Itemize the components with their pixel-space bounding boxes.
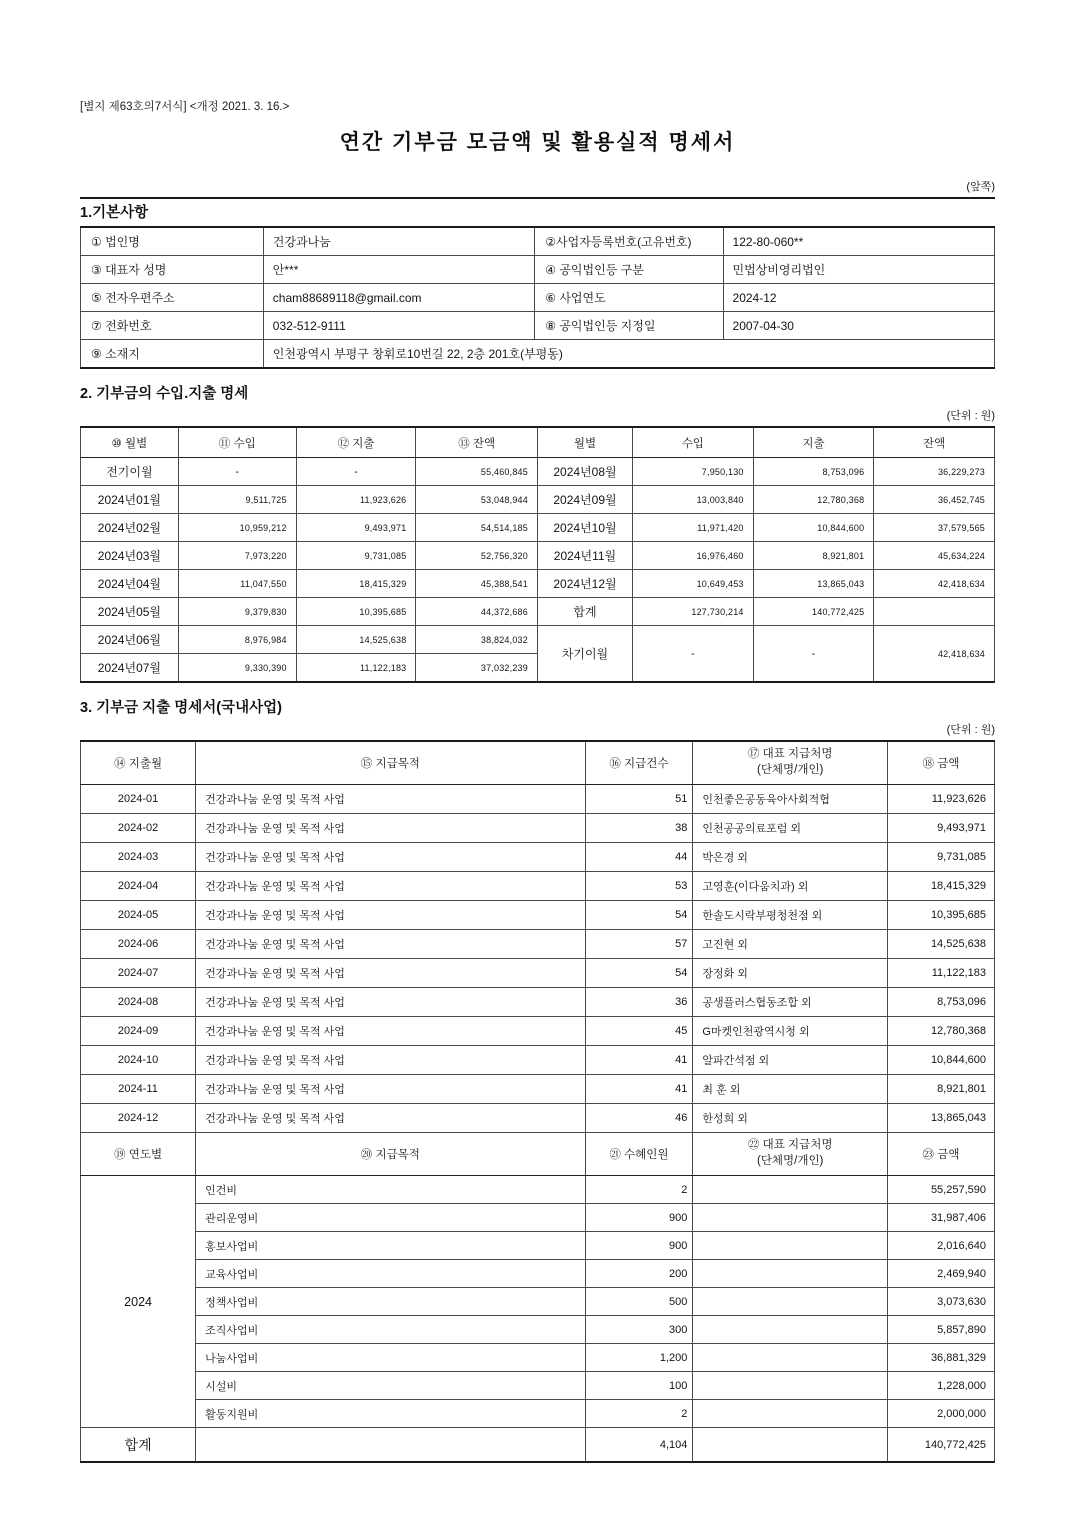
yearly-row <box>81 1260 995 1288</box>
header-row <box>81 427 995 458</box>
field-label: ③ 대표자 성명 <box>81 256 264 284</box>
balance-cell: 53,048,944 <box>416 486 538 514</box>
balance-cell: 37,032,239 <box>416 654 538 683</box>
expense-cell: 11,122,183 <box>296 654 416 683</box>
total-label: 합계 <box>537 598 632 626</box>
payee-cell: 한솔도시락부평청천점 외 <box>693 901 888 930</box>
expense-cell: 13,865,043 <box>753 570 874 598</box>
purpose-cell: 건강과나눔 운영 및 목적 사업 <box>196 814 585 843</box>
amount-cell: 18,415,329 <box>888 872 995 901</box>
purpose-cell: 건강과나눔 운영 및 목적 사업 <box>196 1017 585 1046</box>
balance-cell <box>874 598 995 626</box>
col-header: ⑪ 수입 <box>178 427 296 458</box>
count-cell: 38 <box>585 814 693 843</box>
ledger-row <box>81 486 995 514</box>
ledger-row <box>81 542 995 570</box>
purpose-cell: 나눔사업비 <box>196 1344 585 1372</box>
monthly-row <box>81 959 995 988</box>
balance-cell: 45,388,541 <box>416 570 538 598</box>
table-row <box>81 284 995 312</box>
section2-heading: 2. 기부금의 수입.지출 명세 <box>80 386 249 402</box>
count-cell: 54 <box>585 959 693 988</box>
month-cell: 2024년04월 <box>81 570 179 598</box>
count-cell: 44 <box>585 843 693 872</box>
count-cell: 54 <box>585 901 693 930</box>
purpose-cell: 건강과나눔 운영 및 목적 사업 <box>196 1046 585 1075</box>
income-cell: 7,973,220 <box>178 542 296 570</box>
yearly-row <box>81 1204 995 1232</box>
count-cell: 51 <box>585 785 693 814</box>
field-label: ① 법인명 <box>81 227 264 256</box>
col-header-line: ⑰ 대표 지급처명 <box>747 748 833 761</box>
year-cell: 2024 <box>81 1176 196 1428</box>
amount-cell: 36,881,329 <box>888 1344 995 1372</box>
col-header: ⑯ 지급건수 <box>585 741 693 785</box>
expense-cell: 8,921,801 <box>753 542 874 570</box>
expense-month-cell: 2024-10 <box>81 1046 196 1075</box>
month-cell: 2024년07월 <box>81 654 179 683</box>
purpose-cell <box>196 1428 585 1463</box>
count-cell: 53 <box>585 872 693 901</box>
form-reference: [별지 제63호의7서식] <개정 2021. 3. 16.> <box>80 101 290 113</box>
table-row <box>81 312 995 340</box>
payee-cell <box>693 1204 888 1232</box>
expense-month-cell: 2024-05 <box>81 901 196 930</box>
income-cell: 7,950,130 <box>633 458 754 486</box>
amount-cell: 14,525,638 <box>888 930 995 959</box>
field-label: ⑧ 공익법인등 지정일 <box>535 312 723 340</box>
yearly-row <box>81 1288 995 1316</box>
col-header: ⑩ 월별 <box>81 427 179 458</box>
monthly-row <box>81 872 995 901</box>
count-cell: 36 <box>585 988 693 1017</box>
monthly-row <box>81 988 995 1017</box>
expense-month-cell: 2024-03 <box>81 843 196 872</box>
field-value: 안*** <box>263 256 534 284</box>
balance-cell: 36,229,273 <box>874 458 995 486</box>
beneficiary-cell: 2 <box>585 1176 693 1204</box>
balance-cell: 55,460,845 <box>416 458 538 486</box>
count-cell: 57 <box>585 930 693 959</box>
header-row <box>81 1133 995 1176</box>
expense-cell: 10,395,685 <box>296 598 416 626</box>
field-value: 민법상비영리법인 <box>723 256 994 284</box>
month-cell: 2024년12월 <box>537 570 632 598</box>
unit-label: (단위 : 원) <box>946 724 995 736</box>
payee-cell: G마켓인천광역시청 외 <box>693 1017 888 1046</box>
income-cell: 127,730,214 <box>633 598 754 626</box>
amount-cell: 11,122,183 <box>888 959 995 988</box>
purpose-cell: 홍보사업비 <box>196 1232 585 1260</box>
yearly-row <box>81 1344 995 1372</box>
amount-cell: 1,228,000 <box>888 1372 995 1400</box>
field-value: 2024-12 <box>723 284 994 312</box>
carryover-label: 차기이월 <box>537 626 632 683</box>
monthly-row <box>81 930 995 959</box>
amount-cell: 31,987,406 <box>888 1204 995 1232</box>
amount-cell: 8,753,096 <box>888 988 995 1017</box>
payee-cell: 최 훈 외 <box>693 1075 888 1104</box>
purpose-cell: 교육사업비 <box>196 1260 585 1288</box>
amount-cell: 9,493,971 <box>888 814 995 843</box>
balance-cell: 54,514,185 <box>416 514 538 542</box>
balance-cell: 42,418,634 <box>874 626 995 683</box>
income-cell: 9,379,830 <box>178 598 296 626</box>
purpose-cell: 활동지원비 <box>196 1400 585 1428</box>
monthly-row <box>81 1017 995 1046</box>
monthly-row <box>81 785 995 814</box>
yearly-row <box>81 1232 995 1260</box>
payee-cell: 박은경 외 <box>693 843 888 872</box>
balance-cell: 37,579,565 <box>874 514 995 542</box>
ledger-row <box>81 458 995 486</box>
col-header-line: (단체명/개인) <box>756 1155 824 1167</box>
payee-cell: 고진현 외 <box>693 930 888 959</box>
income-cell: 8,976,984 <box>178 626 296 654</box>
income-cell: - <box>633 626 754 683</box>
expense-cell: 140,772,425 <box>753 598 874 626</box>
ledger-row <box>81 570 995 598</box>
table-row <box>81 227 995 256</box>
expense-month-cell: 2024-08 <box>81 988 196 1017</box>
amount-cell: 2,016,640 <box>888 1232 995 1260</box>
expense-month-cell: 2024-04 <box>81 872 196 901</box>
purpose-cell: 건강과나눔 운영 및 목적 사업 <box>196 988 585 1017</box>
beneficiary-cell: 900 <box>585 1204 693 1232</box>
purpose-cell: 시설비 <box>196 1372 585 1400</box>
purpose-cell: 건강과나눔 운영 및 목적 사업 <box>196 930 585 959</box>
payee-cell: 인천공공의료포럼 외 <box>693 814 888 843</box>
purpose-cell: 건강과나눔 운영 및 목적 사업 <box>196 872 585 901</box>
expense-cell: 9,493,971 <box>296 514 416 542</box>
col-header-line: (단체명/개인) <box>756 764 824 776</box>
month-cell: 2024년11월 <box>537 542 632 570</box>
beneficiary-cell: 100 <box>585 1372 693 1400</box>
payee-cell <box>693 1260 888 1288</box>
table-row <box>81 340 995 369</box>
field-value: cham88689118@gmail.com <box>263 284 534 312</box>
balance-cell: 44,372,686 <box>416 598 538 626</box>
purpose-cell: 정책사업비 <box>196 1288 585 1316</box>
month-cell: 2024년10월 <box>537 514 632 542</box>
payee-cell: 알파간석점 외 <box>693 1046 888 1075</box>
expense-month-cell: 2024-06 <box>81 930 196 959</box>
col-header: ⑭ 지출월 <box>81 741 196 785</box>
amount-cell: 55,257,590 <box>888 1176 995 1204</box>
income-cell: 13,003,840 <box>633 486 754 514</box>
col-header: ⑲ 연도별 <box>81 1133 196 1176</box>
balance-cell: 42,418,634 <box>874 570 995 598</box>
col-header: ⑫ 지출 <box>296 427 416 458</box>
count-cell: 46 <box>585 1104 693 1133</box>
income-cell: 16,976,460 <box>633 542 754 570</box>
income-cell: 11,047,550 <box>178 570 296 598</box>
monthly-row <box>81 843 995 872</box>
field-label: ⑦ 전화번호 <box>81 312 264 340</box>
col-header <box>693 1133 888 1176</box>
beneficiary-cell: 500 <box>585 1288 693 1316</box>
month-cell: 2024년08월 <box>537 458 632 486</box>
expense-cell: 8,753,096 <box>753 458 874 486</box>
income-cell: 9,511,725 <box>178 486 296 514</box>
purpose-cell: 건강과나눔 운영 및 목적 사업 <box>196 901 585 930</box>
balance-cell: 36,452,745 <box>874 486 995 514</box>
field-label: ②사업자등록번호(고유번호) <box>535 227 723 256</box>
month-cell: 2024년06월 <box>81 626 179 654</box>
beneficiary-cell: 300 <box>585 1316 693 1344</box>
payee-cell: 공생플러스협동조합 외 <box>693 988 888 1017</box>
ledger-row <box>81 598 995 626</box>
month-cell: 전기이월 <box>81 458 179 486</box>
monthly-row <box>81 1104 995 1133</box>
monthly-row <box>81 814 995 843</box>
amount-cell: 10,395,685 <box>888 901 995 930</box>
yearly-row <box>81 1316 995 1344</box>
field-label: ④ 공익법인등 구분 <box>535 256 723 284</box>
yearly-row <box>81 1372 995 1400</box>
table-row <box>81 256 995 284</box>
month-cell: 2024년03월 <box>81 542 179 570</box>
col-header: 월별 <box>537 427 632 458</box>
income-expense-table <box>80 426 995 683</box>
amount-cell: 11,923,626 <box>888 785 995 814</box>
payee-cell: 인천좋은공동육아사회적협 <box>693 785 888 814</box>
balance-cell: 38,824,032 <box>416 626 538 654</box>
col-header <box>693 741 888 785</box>
section3-heading: 3. 기부금 지출 명세서(국내사업) <box>80 700 282 716</box>
expense-month-cell: 2024-09 <box>81 1017 196 1046</box>
payee-cell <box>693 1288 888 1316</box>
count-cell: 45 <box>585 1017 693 1046</box>
balance-cell: 45,634,224 <box>874 542 995 570</box>
beneficiary-cell: 200 <box>585 1260 693 1288</box>
monthly-row <box>81 1075 995 1104</box>
field-label: ⑨ 소재지 <box>81 340 264 369</box>
month-cell: 2024년05월 <box>81 598 179 626</box>
top-rule <box>80 197 995 199</box>
beneficiary-cell: 2 <box>585 1400 693 1428</box>
payee-cell: 고영훈(이다움치과) 외 <box>693 872 888 901</box>
field-label: ⑤ 전자우편주소 <box>81 284 264 312</box>
expense-cell: - <box>296 458 416 486</box>
section1-heading: 1.기본사항 <box>80 205 149 221</box>
expense-cell: 11,923,626 <box>296 486 416 514</box>
payee-cell <box>693 1232 888 1260</box>
field-value: 2007-04-30 <box>723 312 994 340</box>
total-row <box>81 1428 995 1463</box>
col-header: ⑱ 금액 <box>888 741 995 785</box>
payee-cell <box>693 1428 888 1463</box>
income-cell: 9,330,390 <box>178 654 296 683</box>
unit-label: (단위 : 원) <box>946 410 995 422</box>
payee-cell: 한성희 외 <box>693 1104 888 1133</box>
month-cell: 2024년02월 <box>81 514 179 542</box>
col-header: 지출 <box>753 427 874 458</box>
payee-cell <box>693 1372 888 1400</box>
col-header: ㉓ 금액 <box>888 1133 995 1176</box>
count-cell: 41 <box>585 1075 693 1104</box>
col-header: ⑮ 지급목적 <box>196 741 585 785</box>
payee-cell: 장정화 외 <box>693 959 888 988</box>
field-value: 인천광역시 부평구 창휘로10번길 22, 2층 201호(부평동) <box>263 340 994 369</box>
basic-info-table <box>80 226 995 369</box>
monthly-row <box>81 901 995 930</box>
expense-month-cell: 2024-02 <box>81 814 196 843</box>
payee-cell <box>693 1176 888 1204</box>
purpose-cell: 조직사업비 <box>196 1316 585 1344</box>
expense-cell: 10,844,600 <box>753 514 874 542</box>
purpose-cell: 건강과나눔 운영 및 목적 사업 <box>196 785 585 814</box>
col-header: ㉑ 수혜인원 <box>585 1133 693 1176</box>
payee-cell <box>693 1344 888 1372</box>
income-cell: - <box>178 458 296 486</box>
month-cell: 2024년09월 <box>537 486 632 514</box>
amount-cell: 13,865,043 <box>888 1104 995 1133</box>
beneficiary-cell: 1,200 <box>585 1344 693 1372</box>
col-header: ⑬ 잔액 <box>416 427 538 458</box>
purpose-cell: 건강과나눔 운영 및 목적 사업 <box>196 1104 585 1133</box>
col-header: 수입 <box>633 427 754 458</box>
total-label: 합계 <box>81 1428 196 1463</box>
amount-cell: 5,857,890 <box>888 1316 995 1344</box>
header-row <box>81 741 995 785</box>
amount-cell: 3,073,630 <box>888 1288 995 1316</box>
count-cell: 41 <box>585 1046 693 1075</box>
purpose-cell: 건강과나눔 운영 및 목적 사업 <box>196 959 585 988</box>
expense-month-cell: 2024-07 <box>81 959 196 988</box>
expenditure-table <box>80 740 995 1463</box>
purpose-cell: 건강과나눔 운영 및 목적 사업 <box>196 1075 585 1104</box>
income-cell: 10,959,212 <box>178 514 296 542</box>
expense-month-cell: 2024-01 <box>81 785 196 814</box>
yearly-row <box>81 1176 995 1204</box>
amount-cell: 10,844,600 <box>888 1046 995 1075</box>
field-value: 032-512-9111 <box>263 312 534 340</box>
amount-cell: 2,469,940 <box>888 1260 995 1288</box>
amount-cell: 2,000,000 <box>888 1400 995 1428</box>
ledger-row <box>81 514 995 542</box>
yearly-row <box>81 1400 995 1428</box>
purpose-cell: 건강과나눔 운영 및 목적 사업 <box>196 843 585 872</box>
expense-cell: 14,525,638 <box>296 626 416 654</box>
monthly-row <box>81 1046 995 1075</box>
beneficiary-cell: 4,104 <box>585 1428 693 1463</box>
income-cell: 11,971,420 <box>633 514 754 542</box>
payee-cell <box>693 1400 888 1428</box>
expense-month-cell: 2024-11 <box>81 1075 196 1104</box>
col-header: 잔액 <box>874 427 995 458</box>
income-cell: 10,649,453 <box>633 570 754 598</box>
expense-cell: - <box>753 626 874 683</box>
purpose-cell: 인건비 <box>196 1176 585 1204</box>
expense-cell: 12,780,368 <box>753 486 874 514</box>
front-side-label: (앞쪽) <box>966 181 995 193</box>
payee-cell <box>693 1316 888 1344</box>
expense-month-cell: 2024-12 <box>81 1104 196 1133</box>
amount-cell: 9,731,085 <box>888 843 995 872</box>
amount-cell: 140,772,425 <box>888 1428 995 1463</box>
expense-cell: 9,731,085 <box>296 542 416 570</box>
expense-cell: 18,415,329 <box>296 570 416 598</box>
balance-cell: 52,756,320 <box>416 542 538 570</box>
field-value: 122-80-060** <box>723 227 994 256</box>
field-value: 건강과나눔 <box>263 227 534 256</box>
col-header-line: ㉒ 대표 지급처명 <box>747 1139 833 1152</box>
ledger-row <box>81 626 995 654</box>
month-cell: 2024년01월 <box>81 486 179 514</box>
col-header: ⑳ 지급목적 <box>196 1133 585 1176</box>
field-label: ⑥ 사업연도 <box>535 284 723 312</box>
amount-cell: 12,780,368 <box>888 1017 995 1046</box>
beneficiary-cell: 900 <box>585 1232 693 1260</box>
amount-cell: 8,921,801 <box>888 1075 995 1104</box>
purpose-cell: 관리운영비 <box>196 1204 585 1232</box>
page-title: 연간 기부금 모금액 및 활용실적 명세서 <box>339 131 736 154</box>
